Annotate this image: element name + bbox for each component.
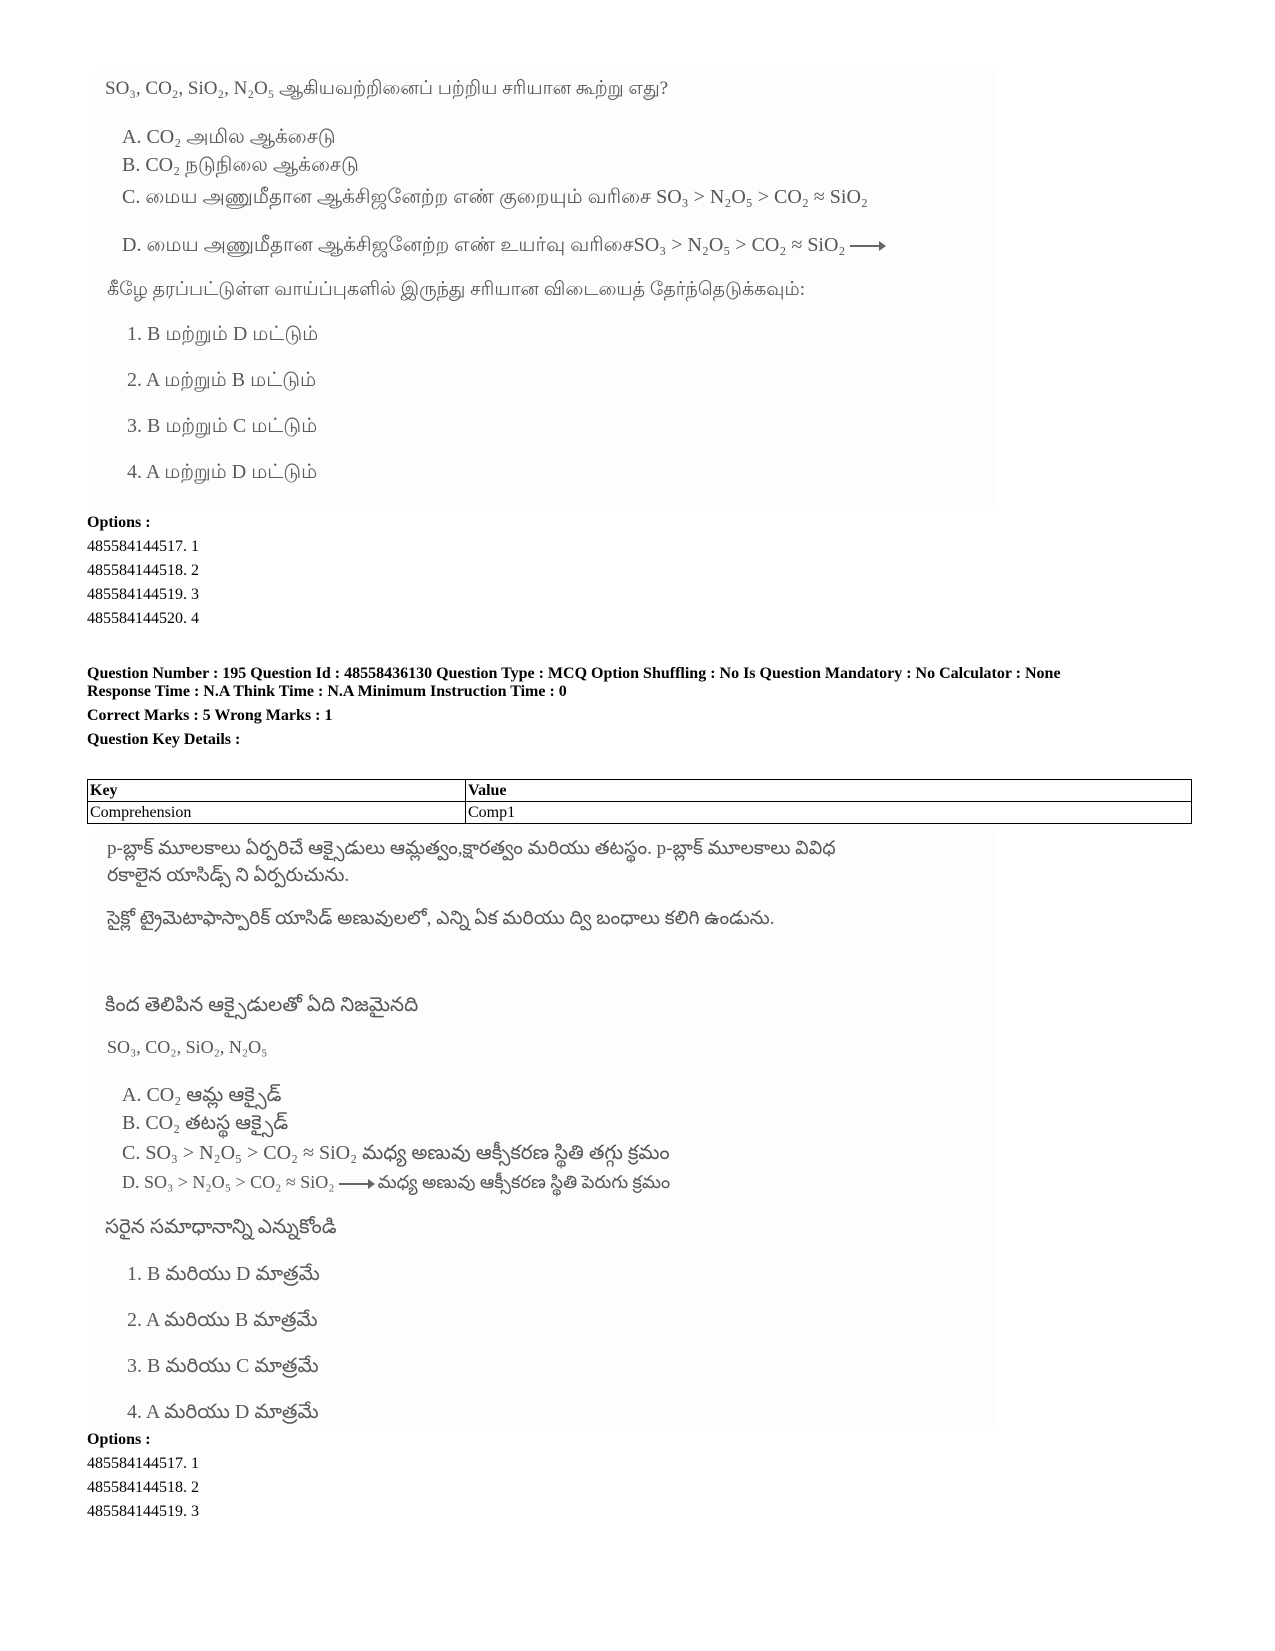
statement-d: [122, 234, 884, 259]
statement-d-formula: D. SO₃ > N₂O₅ > CO₂ ≈ SiO₂: [122, 1172, 335, 1192]
statement-d: [122, 1172, 670, 1197]
statement-b: B. CO₂ நடுநிலை ஆக்சைடு: [122, 154, 359, 176]
table-header-value: Value: [466, 780, 1192, 802]
statement-b: B. CO₂ తటస్థ ఆక్సైడ్: [122, 1112, 289, 1134]
question-meta-line2: Response Time : N.A Think Time : N.A Minimum Instruction Time : 0: [87, 683, 567, 700]
option-item: 485584144520. 4: [87, 610, 199, 627]
options-heading: Options :: [87, 1431, 151, 1448]
statement-a: A. CO₂ அமில ஆக்சைடு: [122, 126, 336, 148]
key-details-heading: Question Key Details :: [87, 731, 241, 748]
paragraph-line-2: రకాలైన యాసిడ్స్ ని ఏర్పరుచును.: [107, 865, 350, 886]
question-image-telugu: [95, 830, 995, 1430]
table-row: [88, 802, 1192, 824]
statement-c: C. SO₃ > N₂O₅ > CO₂ ≈ SiO₂ మధ్య అణువు ఆక్సీకరణ స్థితి తగ్గు క్రమం: [122, 1142, 670, 1164]
table-header-key: Key: [88, 780, 466, 802]
option-item: 485584144517. 1: [87, 538, 199, 555]
paragraph-line-3: సైక్లో ట్రైమెటాఫాస్పారిక్ యాసిడ్ అణువులలో, ఎన్ని ఏక మరియు ద్వి బంధాలు కలిగి ఉండును.: [107, 908, 775, 929]
arrow-icon: [339, 1183, 373, 1185]
paragraph-line-1: p-బ్లాక్ మూలకాలు ఏర్పరిచే ఆక్సైడులు ఆమ్లత్వం,క్షారత్వం మరియు తటస్థం. p-బ్లాక్ మూలకాలు వివిధ: [107, 838, 836, 859]
choice-3: 3. B மற்றும் C மட்டும்: [127, 415, 318, 437]
option-item: 485584144518. 2: [87, 562, 199, 579]
question-image-tamil: [95, 70, 995, 510]
choice-4: 4. A మరియు D మాత్రమే: [127, 1401, 319, 1423]
question-text: SO₃, CO₂, SiO₂, N₂O₅ ஆகியவற்றினைப் பற்றிய சரியான கூற்று எது?: [105, 78, 669, 99]
instruction-text: సరైన సమాధానాన్ని ఎన్నుకోండి: [105, 1216, 337, 1238]
choice-1: 1. B మరియు D మాత్రమే: [127, 1263, 320, 1285]
choice-2: 2. A మరియు B మాత్రమే: [127, 1309, 318, 1331]
table-header-row: [88, 780, 1192, 802]
table-cell-value: Comp1: [466, 802, 1192, 824]
choice-2: 2. A மற்றும் B மட்டும்: [127, 369, 317, 391]
options-list-1: [87, 511, 199, 631]
option-item: 485584144517. 1: [87, 1455, 199, 1472]
question-text: కింద తెలిపిన ఆక్సైడులతో ఏది నిజమైనది: [105, 994, 419, 1016]
options-list-2: [87, 1428, 199, 1524]
option-item: 485584144519. 3: [87, 1503, 199, 1520]
table-cell-key: Comprehension: [88, 802, 466, 824]
marks-line: Correct Marks : 5 Wrong Marks : 1: [87, 707, 333, 724]
compounds-text: SO₃, CO₂, SiO₂, N₂O₅: [107, 1037, 268, 1057]
instruction-text: கீழே தரப்பட்டுள்ள வாய்ப்புகளில் இருந்து சரியான விடையைத் தேர்ந்தெடுக்கவும்:: [107, 279, 805, 300]
arrow-icon: [850, 245, 884, 247]
option-item: 485584144519. 3: [87, 586, 199, 603]
statement-d-text: D. மைய அணுமீதான ஆக்சிஜனேற்ற எண் உயர்வு வரிசைSO₃ > N₂O₅ > CO₂ ≈ SiO₂: [122, 234, 846, 256]
choice-3: 3. B మరియు C మాత్రమే: [127, 1355, 319, 1377]
choice-1: 1. B மற்றும் D மட்டும்: [127, 323, 319, 345]
statement-c: C. மைய அணுமீதான ஆக்சிஜனேற்ற எண் குறையும் வரிசை SO₃ > N₂O₅ > CO₂ ≈ SiO₂: [122, 186, 868, 208]
choice-4: 4. A மற்றும் D மட்டும்: [127, 461, 318, 483]
key-details-table: [87, 779, 1192, 824]
option-item: 485584144518. 2: [87, 1479, 199, 1496]
options-heading: Options :: [87, 514, 151, 531]
question-meta-line1: Question Number : 195 Question Id : 48558436130 Question Type : MCQ Option Shuffling : No Is Question Mandatory : No Calculator : None: [87, 665, 1061, 682]
statement-d-text: మధ్య అణువు ఆక్సీకరణ స్థితి పెరుగు క్రమం: [377, 1172, 671, 1192]
statement-a: A. CO₂ ఆమ్ల ఆక్సైడ్: [122, 1084, 282, 1106]
